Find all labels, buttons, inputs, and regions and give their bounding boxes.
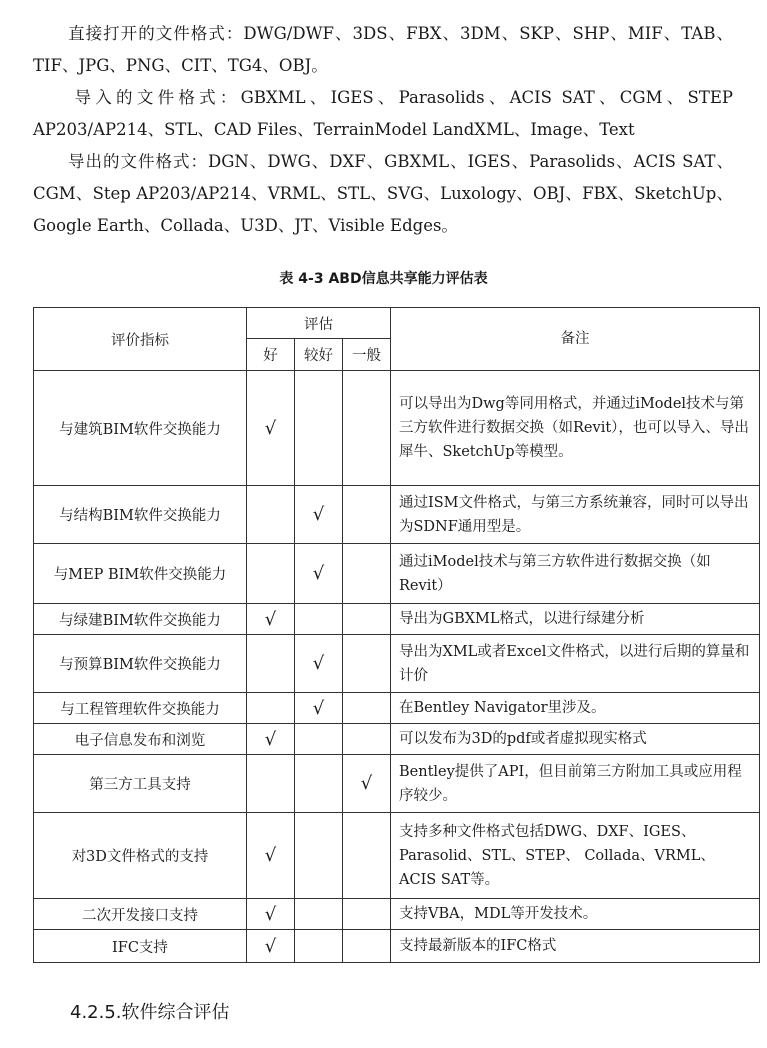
header-fairly-good: 较好 [295,339,343,371]
cell-fairly-good [295,755,343,813]
check-mark-icon: √ [312,697,325,719]
cell-fairly-good [295,604,343,635]
header-metric: 评价指标 [34,308,247,371]
cell-note: 通过ISM文件格式，与第三方系统兼容，同时可以导出为SDNF通用型是。 [391,486,760,544]
table-body [34,371,760,963]
cell-note: 在Bentley Navigator里涉及。 [391,693,760,724]
header-evaluation: 评估 [247,308,391,339]
table-row [34,486,760,544]
cell-good [247,930,295,963]
table-row [34,899,760,930]
cell-average [343,544,391,604]
evaluation-table [33,307,760,963]
cell-fairly-good [295,899,343,930]
cell-metric: 与工程管理软件交换能力 [34,693,247,724]
cell-good [247,693,295,724]
table-row [34,755,760,813]
cell-metric: 与预算BIM软件交换能力 [34,635,247,693]
cell-good [247,899,295,930]
cell-average [343,930,391,963]
check-mark-icon: √ [264,903,277,925]
cell-note: 可以导出为Dwg等同用格式，并通过iModel技术与第三方软件进行数据交换（如Revit），也可以导入、导出犀牛、SketchUp等模型。 [391,371,760,486]
cell-metric: 与MEP BIM软件交换能力 [34,544,247,604]
table-row [34,635,760,693]
cell-metric: IFC支持 [34,930,247,963]
paragraph-import-formats: 导入的文件格式：GBXML、IGES、Parasolids、ACIS SAT、CGM、STEP AP203/AP214、STL、CAD Files、TerrainModel LandXML、Image、Text [33,88,733,139]
cell-fairly-good [295,486,343,544]
cell-fairly-good [295,724,343,755]
cell-metric: 与建筑BIM软件交换能力 [34,371,247,486]
paragraph-export-formats: 导出的文件格式：DGN、DWG、DXF、GBXML、IGES、Parasolids、ACIS SAT、CGM、Step AP203/AP214、VRML、STL、SVG、Luxology、OBJ、FBX、SketchUp、Google Earth、Collada、U3D、JT、Visible Edges。 [33,152,733,235]
check-mark-icon: √ [312,504,325,525]
cell-average [343,635,391,693]
cell-note: 导出为XML或者Excel文件格式，以进行后期的算量和计价 [391,635,760,693]
cell-good [247,813,295,899]
cell-fairly-good [295,930,343,963]
cell-average [343,724,391,755]
cell-good [247,724,295,755]
cell-good [247,755,295,813]
cell-good [247,371,295,486]
check-mark-icon: √ [264,845,277,866]
table-row [34,930,760,963]
cell-note: Bentley提供了API，但目前第三方附加工具或应用程序较少。 [391,755,760,813]
cell-fairly-good [295,371,343,486]
cell-metric: 第三方工具支持 [34,755,247,813]
table-row [34,813,760,899]
cell-average [343,604,391,635]
table-row [34,371,760,486]
cell-note: 支持多种文件格式包括DWG、DXF、IGES、Parasolid、STL、STEP、 Collada、VRML、ACIS SAT等。 [391,813,760,899]
cell-fairly-good [295,693,343,724]
header-note: 备注 [391,308,760,371]
check-mark-icon: √ [360,773,373,794]
cell-average [343,813,391,899]
cell-average [343,899,391,930]
cell-fairly-good [295,813,343,899]
cell-note: 通过iModel技术与第三方软件进行数据交换（如Revit） [391,544,760,604]
cell-average [343,693,391,724]
cell-average [343,755,391,813]
header-good: 好 [247,339,295,371]
cell-metric: 电子信息发布和浏览 [34,724,247,755]
cell-note: 导出为GBXML格式，以进行绿建分析 [391,604,760,635]
cell-note: 可以发布为3D的pdf或者虚拟现实格式 [391,724,760,755]
cell-good [247,635,295,693]
check-mark-icon: √ [312,563,325,584]
cell-average [343,486,391,544]
header-average: 一般 [343,339,391,371]
check-mark-icon: √ [264,728,277,750]
cell-metric: 二次开发接口支持 [34,899,247,930]
check-mark-icon: √ [264,608,277,630]
table-caption: 表 4-3 ABD信息共享能力评估表 [279,271,488,287]
table-row [34,604,760,635]
cell-note: 支持最新版本的IFC格式 [391,930,760,963]
cell-note: 支持VBA，MDL等开发技术。 [391,899,760,930]
cell-average [343,371,391,486]
check-mark-icon: √ [264,417,277,439]
cell-good [247,604,295,635]
section-heading: 4.2.5.软件综合评估 [70,1002,230,1023]
table-row [34,693,760,724]
cell-fairly-good [295,635,343,693]
cell-metric: 与绿建BIM软件交换能力 [34,604,247,635]
check-mark-icon: √ [312,653,325,674]
table-row [34,544,760,604]
cell-good [247,486,295,544]
check-mark-icon: √ [264,935,277,957]
cell-metric: 与结构BIM软件交换能力 [34,486,247,544]
cell-good [247,544,295,604]
cell-fairly-good [295,544,343,604]
cell-metric: 对3D文件格式的支持 [34,813,247,899]
table-row [34,724,760,755]
paragraph-direct-open-formats: 直接打开的文件格式：DWG/DWF、3DS、FBX、3DM、SKP、SHP、MIF、TAB、TIF、JPG、PNG、CIT、TG4、OBJ。 [33,24,733,75]
